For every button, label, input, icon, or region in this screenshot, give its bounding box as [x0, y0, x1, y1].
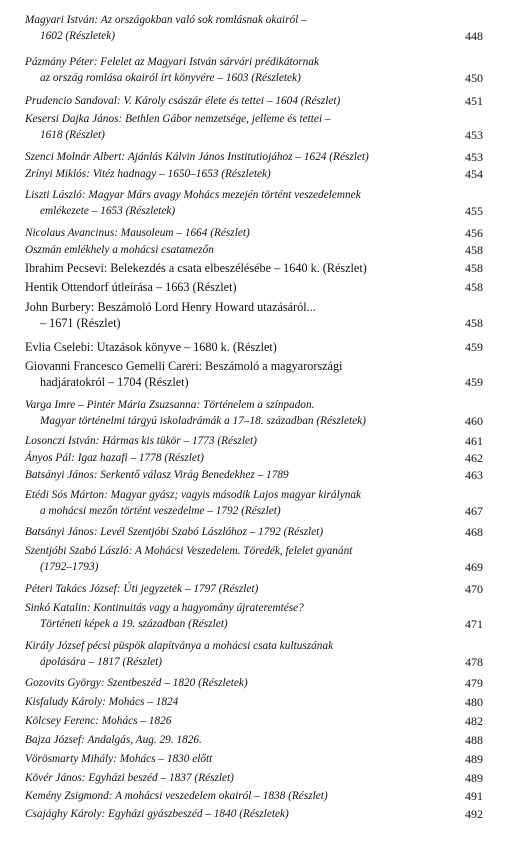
toc-line: John Burbery: Beszámoló Lord Henry Howard utazásáról... [25, 300, 316, 314]
toc-line: Pázmány Péter: Felelet az Magyari István sárvári prédikátornak [25, 56, 319, 68]
toc-entry [25, 187, 483, 219]
toc-line: Etédi Sós Márton: Magyar gyász; vagyis második Lajos magyar királynak [25, 489, 362, 501]
page-number: 463 [465, 468, 483, 482]
page-number: 480 [465, 695, 483, 709]
toc-line: Kövér János: Egyházi beszéd – 1837 (Részlet) 489 [25, 771, 483, 785]
toc-line: Történeti képek a 19. században (Részlet) 471 [40, 617, 483, 631]
toc-entry [25, 524, 483, 540]
toc-entry [25, 260, 483, 276]
page-number: 448 [465, 29, 483, 43]
toc-line: Kisfaludy Károly: Mohács – 1824 480 [25, 695, 483, 709]
toc-line: Péteri Takács József: Úti jegyzetek – 1797 (Részlet) 470 [25, 582, 483, 596]
page-number: 453 [465, 128, 483, 142]
page-number: 460 [465, 414, 483, 428]
toc-line: a mohácsi mezőn történt veszedelme – 1792 (Részlet) 467 [40, 504, 483, 518]
toc-line: Liszti László: Magyar Márs avagy Mohács mezején történt veszedelemnek [25, 189, 361, 201]
toc-entry [25, 450, 483, 466]
toc-line: Hentik Ottendorf útleírása – 1663 (Részlet) 458 [25, 280, 483, 294]
toc-entry [25, 339, 483, 355]
page-number: 482 [465, 714, 483, 728]
page-number: 459 [465, 340, 483, 354]
toc-entry [25, 713, 483, 729]
toc-line: 1602 (Részletek) 448 [40, 29, 483, 43]
toc-line: Sinkó Katalin: Kontinuitás vagy a hagyomány újrateremtése? [25, 602, 304, 614]
page-number: 468 [465, 525, 483, 539]
toc-line: Evlia Cselebi: Utazások könyve – 1680 k. (Részlet) 459 [25, 340, 483, 354]
page-number: 461 [465, 434, 483, 448]
page-number: 491 [465, 789, 483, 803]
toc-line: ápolására – 1817 (Részlet) 478 [40, 655, 483, 669]
toc-entry [25, 12, 483, 44]
toc-line: hadjáratokról – 1704 (Részlet) 459 [40, 375, 483, 389]
page-number: 479 [465, 676, 483, 690]
toc-entry [25, 279, 483, 295]
toc-entry [25, 694, 483, 710]
toc-entry [25, 751, 483, 767]
toc-line: Magyar történelmi tárgyú iskoladrámák a 17–18. században (Részletek) 460 [40, 414, 483, 428]
page-number: 458 [465, 316, 483, 330]
toc-line: Csajághy Károly: Egyházi gyászbeszéd – 1840 (Részletek) 492 [25, 807, 483, 821]
toc-line: Szenci Molnár Albert: Ajánlás Kálvin János Institutiojához – 1624 (Részlet) 453 [25, 150, 483, 164]
page-number: 454 [465, 167, 483, 181]
toc-line: Bajza József: Andalgás, Aug. 29. 1826. 488 [25, 733, 483, 747]
toc-line: Király József pécsi püspök alapítványa a mohácsi csata kultuszának [25, 640, 334, 652]
toc-entry [25, 543, 483, 575]
toc-line: Batsányi János: Levél Szentjóbi Szabó Lászlóhoz – 1792 (Részlet) 468 [25, 525, 483, 539]
toc-entry [25, 299, 483, 331]
page-number: 470 [465, 582, 483, 596]
toc-line: Ibrahim Pecsevi: Belekezdés a csata elbeszélésébe – 1640 k. (Részlet) 458 [25, 261, 483, 275]
page-number: 450 [465, 71, 483, 85]
page-number: 469 [465, 560, 483, 574]
toc-entry [25, 638, 483, 670]
toc-entry [25, 487, 483, 519]
toc-entry [25, 93, 483, 109]
toc-line: – 1671 (Részlet) 458 [40, 316, 483, 330]
page-number: 455 [465, 204, 483, 218]
toc-line: (1792–1793) 469 [40, 560, 483, 574]
toc-line: Kölcsey Ferenc: Mohács – 1826 482 [25, 714, 483, 728]
page-number: 458 [465, 243, 483, 257]
page-number: 478 [465, 655, 483, 669]
toc-line: Giovanni Francesco Gemelli Careri: Beszámoló a magyarországi [25, 359, 343, 373]
page-number: 471 [465, 617, 483, 631]
toc-line: Szentjóbi Szabó László: A Mohácsi Veszedelem. Töredék, felelet gyanánt [25, 545, 353, 557]
toc-line: Batsányi János: Serkentő válasz Virág Benedekhez – 1789 463 [25, 468, 483, 482]
toc-line: Nicolaus Avancinus: Mausoleum – 1664 (Részlet) 456 [25, 226, 483, 240]
page-number: 467 [465, 504, 483, 518]
page-number: 488 [465, 733, 483, 747]
toc-line: Kemény Zsigmond: A mohácsi veszedelem okairól – 1838 (Részlet) 491 [25, 789, 483, 803]
page-number: 451 [465, 94, 483, 108]
toc-line: Zrínyi Miklós: Vitéz hadnagy – 1650–1653 (Részletek) 454 [25, 167, 483, 181]
toc-entry [25, 225, 483, 241]
page-number: 492 [465, 807, 483, 821]
toc-entry [25, 770, 483, 786]
toc-entry [25, 397, 483, 429]
toc-entry [25, 54, 483, 86]
toc-line: Prudencio Sandoval: V. Károly császár élete és tettei – 1604 (Részlet) 451 [25, 94, 483, 108]
page-number: 462 [465, 451, 483, 465]
toc-line: emlékezete – 1653 (Részletek) 455 [40, 204, 483, 218]
toc-entry [25, 149, 483, 165]
toc-entry [25, 358, 483, 390]
toc-line: Magyari István: Az országokban való sok romlásnak okairól – [25, 14, 307, 26]
toc-entry [25, 732, 483, 748]
toc-entry [25, 433, 483, 449]
toc-line: Ányos Pál: Igaz hazafi – 1778 (Részlet) 462 [25, 451, 483, 465]
page-number: 458 [465, 280, 483, 294]
page-number: 458 [465, 261, 483, 275]
toc-line: Oszmán emlékhely a mohácsi csatamezőn 458 [25, 243, 483, 257]
toc-entry [25, 581, 483, 597]
toc-line: Varga Imre – Pintér Mária Zsuzsanna: Történelem a színpadon. [25, 399, 315, 411]
page-number: 453 [465, 150, 483, 164]
toc-line: Losonczi István: Hármas kis tükör – 1773 (Részlet) 461 [25, 434, 483, 448]
toc-line: az ország romlása okairól írt könyvére – 1603 (Részletek) 450 [40, 71, 483, 85]
toc-entry [25, 675, 483, 691]
toc-entry [25, 788, 483, 804]
page-number: 459 [465, 375, 483, 389]
page-number: 489 [465, 752, 483, 766]
page-number: 456 [465, 226, 483, 240]
page-number: 489 [465, 771, 483, 785]
toc-entry [25, 600, 483, 632]
toc-entry [25, 467, 483, 483]
toc-entry [25, 242, 483, 258]
toc-entry [25, 166, 483, 182]
toc-line: 1618 (Részlet) 453 [40, 128, 483, 142]
toc-entry [25, 806, 483, 822]
toc-line: Gozovits György: Szentbeszéd – 1820 (Részletek) 479 [25, 676, 483, 690]
toc-line: Kesersi Dajka János: Bethlen Gábor nemzetsége, jelleme és tettei – [25, 113, 331, 125]
toc-line: Vörösmarty Mihály: Mohács – 1830 előtt 489 [25, 752, 483, 766]
toc-entry [25, 111, 483, 143]
